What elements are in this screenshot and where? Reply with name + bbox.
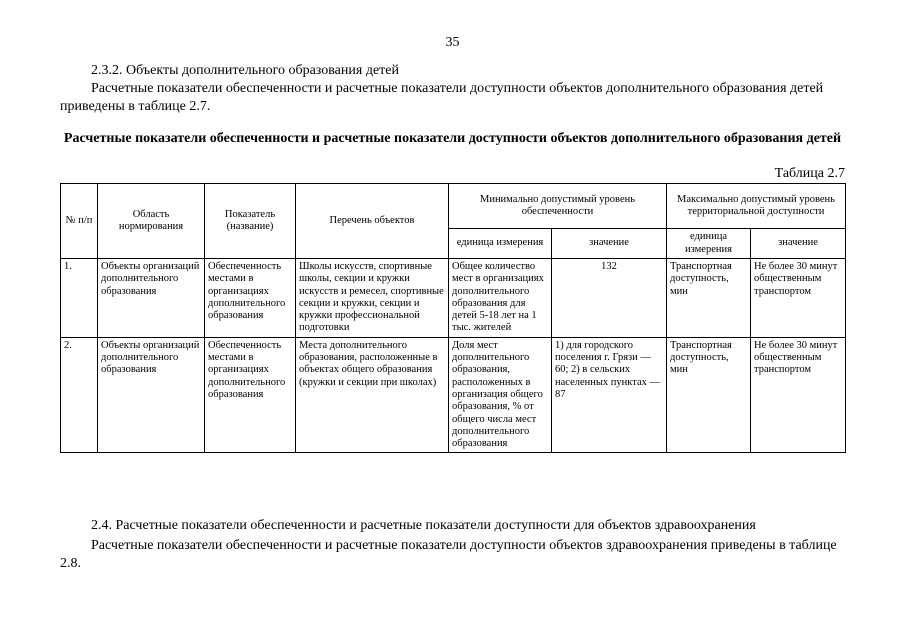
cell-objects: Места дополнительного образования, расположенные в объектах общего образования (кружки и секции при школах) [296, 337, 449, 453]
header-min-level: Минимально допустимый уровень обеспеченности [449, 184, 667, 229]
intro-paragraph: Расчетные показатели обеспеченности и расчетные показатели доступности объектов дополнительного образования детей приведены в таблице 2.7. [60, 81, 824, 114]
cell-num: 1. [61, 259, 98, 338]
cell-value-2: Не более 30 минут общественным транспортом [751, 337, 846, 453]
cell-value-2: Не более 30 минут общественным транспортом [751, 259, 846, 338]
table-row [61, 337, 846, 453]
cell-indicator: Обеспеченность местами в организациях дополнительного образования [205, 337, 296, 453]
section-heading-2: 2.4. Расчетные показатели обеспеченности и расчетные показатели доступности для объектов здравоохранения [91, 518, 756, 533]
cell-area: Объекты организаций дополнительного образования [98, 259, 205, 338]
indicators-table [60, 183, 846, 453]
cell-indicator: Обеспеченность местами в организациях дополнительного образования [205, 259, 296, 338]
cell-objects: Школы искусств, спортивные школы, секции и кружки искусств и ремесел, спортивные секции и кружки, секции и кружки профессиональной подготовки [296, 259, 449, 338]
cell-unit-2: Транспортная доступность, мин [667, 259, 751, 338]
header-indicator: Показатель (название) [205, 184, 296, 259]
table-row [61, 259, 846, 338]
table-title: Расчетные показатели обеспеченности и расчетные показатели доступности объектов дополнительного образования детей [63, 131, 842, 146]
header-value-2: значение [751, 229, 846, 259]
header-value: значение [552, 229, 667, 259]
cell-area: Объекты организаций дополнительного образования [98, 337, 205, 453]
header-num: № п/п [61, 184, 98, 259]
cell-unit-2: Транспортная доступность, мин [667, 337, 751, 453]
outro-paragraph: Расчетные показатели обеспеченности и расчетные показатели доступности объектов здравоохранения приведены в таблице 2.8. [60, 538, 837, 571]
header-area: Область нормирования [98, 184, 205, 259]
cell-value: 132 [552, 259, 667, 338]
header-objects: Перечень объектов [296, 184, 449, 259]
header-unit-2: единица измерения [667, 229, 751, 259]
page-number: 35 [445, 35, 460, 50]
cell-num: 2. [61, 337, 98, 453]
section-heading: 2.3.2. Объекты дополнительного образования детей [91, 63, 399, 78]
header-unit: единица измерения [449, 229, 552, 259]
header-max-level: Максимально допустимый уровень территориальной доступности [667, 184, 846, 229]
table-label: Таблица 2.7 [774, 166, 845, 181]
cell-unit: Доля мест дополнительного образования, расположенных в организация общего образования, % от общего числа мест дополнительного образования [449, 337, 552, 453]
cell-value: 1) для городского поселения г. Грязи — 60; 2) в сельских населенных пунктах — 87 [552, 337, 667, 453]
cell-unit: Общее количество мест в организациях дополнительного образования для детей 5-18 лет на 1 тыс. жителей [449, 259, 552, 338]
